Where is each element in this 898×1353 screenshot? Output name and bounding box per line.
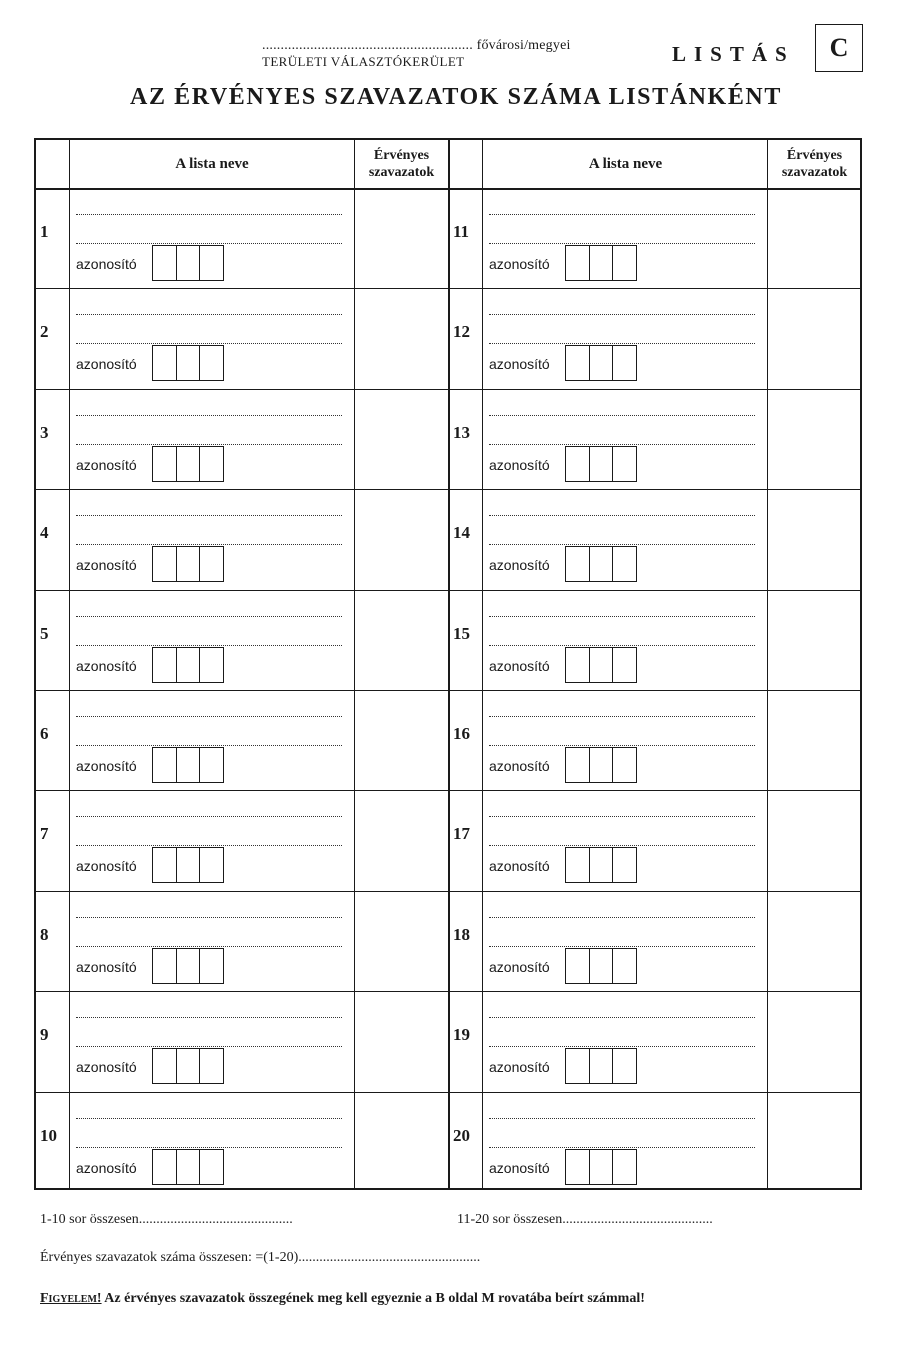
- list-name-line[interactable]: [76, 444, 342, 445]
- list-name-line[interactable]: [489, 214, 755, 215]
- valid-votes-cell[interactable]: [768, 1092, 860, 1192]
- list-name-line[interactable]: [76, 544, 342, 545]
- id-label: azonosító: [76, 256, 137, 272]
- id-box[interactable]: [152, 546, 224, 582]
- col-header-votes-left: [355, 140, 448, 188]
- row-number: 11: [453, 222, 470, 241]
- col-divider: [69, 140, 70, 1188]
- id-digit-cell[interactable]: [153, 1150, 177, 1184]
- list-name-line[interactable]: [489, 845, 755, 846]
- valid-votes-cell[interactable]: [355, 991, 447, 1091]
- row-number: 14: [453, 523, 470, 543]
- col-header-votes-right-l1: Érvényes: [786, 148, 843, 163]
- id-label: azonosító: [76, 657, 137, 674]
- id-digit-cell[interactable]: [590, 1150, 614, 1184]
- sum-rows-1-10: 1-10 sor összesen............................................: [40, 1212, 293, 1227]
- id-box[interactable]: [565, 847, 637, 883]
- listas-label: LISTÁS: [672, 42, 795, 66]
- id-box[interactable]: [152, 1048, 224, 1084]
- id-digit-cell[interactable]: [153, 748, 177, 782]
- id-label: azonosító: [489, 356, 550, 373]
- valid-votes-cell[interactable]: [355, 489, 447, 589]
- row-divider: [36, 790, 860, 791]
- row-number: 10: [40, 1125, 57, 1145]
- id-digit-cell[interactable]: [590, 1049, 614, 1083]
- id-label: azonosító: [489, 557, 550, 574]
- id-box[interactable]: [152, 245, 224, 281]
- list-name-line[interactable]: [76, 616, 342, 617]
- list-name-line[interactable]: [76, 1046, 342, 1047]
- valid-votes-cell[interactable]: [355, 389, 447, 489]
- col-header-votes-left-l2: szavazatok: [368, 165, 435, 180]
- id-digit-cell[interactable]: [566, 848, 590, 882]
- list-name-line[interactable]: [76, 645, 342, 646]
- row-number: 1: [40, 222, 49, 241]
- id-digit-cell[interactable]: [566, 1049, 590, 1083]
- list-name-line[interactable]: [489, 946, 755, 947]
- valid-votes-cell[interactable]: [768, 790, 860, 890]
- id-digit-cell[interactable]: [613, 346, 636, 380]
- id-box[interactable]: [565, 647, 637, 683]
- id-digit-cell[interactable]: [200, 748, 223, 782]
- id-box[interactable]: [152, 948, 224, 984]
- id-digit-cell[interactable]: [590, 447, 614, 481]
- row-divider: [36, 590, 860, 591]
- valid-votes-cell[interactable]: [355, 1092, 447, 1192]
- id-digit-cell[interactable]: [590, 547, 614, 581]
- row-number: 5: [40, 623, 49, 643]
- sum-rows-11-20: 11-20 sor összesen...........................................: [457, 1212, 713, 1227]
- id-label: azonosító: [489, 958, 550, 975]
- valid-votes-cell[interactable]: [355, 690, 447, 790]
- list-name-line[interactable]: [489, 1046, 755, 1047]
- id-digit-cell[interactable]: [177, 346, 201, 380]
- list-name-line[interactable]: [76, 917, 342, 918]
- col-header-votes-right: [769, 140, 860, 188]
- row-number: 8: [40, 924, 49, 944]
- col-header-votes-left-l1: Érvényes: [373, 148, 430, 163]
- id-digit-cell[interactable]: [200, 1049, 223, 1083]
- id-digit-cell[interactable]: [153, 246, 177, 280]
- id-label: azonosító: [76, 958, 137, 975]
- row-divider: [36, 288, 860, 289]
- valid-votes-cell[interactable]: [768, 590, 860, 690]
- valid-votes-cell[interactable]: [768, 288, 860, 388]
- row-divider: [36, 389, 860, 390]
- list-name-line[interactable]: [489, 716, 755, 717]
- id-digit-cell[interactable]: [153, 346, 177, 380]
- id-digit-cell[interactable]: [153, 848, 177, 882]
- row-number: 18: [453, 924, 470, 944]
- list-name-line[interactable]: [76, 515, 342, 516]
- list-name-line[interactable]: [489, 1118, 755, 1119]
- row-divider: [36, 891, 860, 892]
- valid-votes-cell[interactable]: [768, 188, 860, 288]
- id-digit-cell[interactable]: [200, 447, 223, 481]
- page-title: AZ ÉRVÉNYES SZAVAZATOK SZÁMA LISTÁNKÉNT: [130, 84, 782, 110]
- list-name-line[interactable]: [489, 745, 755, 746]
- col-divider: [448, 140, 450, 1188]
- id-digit-cell[interactable]: [153, 547, 177, 581]
- valid-votes-cell[interactable]: [768, 389, 860, 489]
- list-name-line[interactable]: [76, 845, 342, 846]
- id-label: azonosító: [489, 758, 550, 774]
- id-box[interactable]: [152, 747, 224, 783]
- valid-votes-cell[interactable]: [355, 590, 447, 690]
- id-label: azonosító: [76, 1159, 137, 1176]
- id-digit-cell[interactable]: [590, 949, 614, 983]
- id-digit-cell[interactable]: [566, 748, 590, 782]
- list-name-line[interactable]: [76, 816, 342, 817]
- id-digit-cell[interactable]: [177, 949, 201, 983]
- id-digit-cell[interactable]: [613, 447, 636, 481]
- id-digit-cell[interactable]: [590, 748, 614, 782]
- id-label: azonosító: [489, 1059, 550, 1076]
- id-digit-cell[interactable]: [200, 1150, 223, 1184]
- total-valid-votes: Érvényes szavazatok száma összesen: =(1-20)....................................................: [40, 1250, 481, 1265]
- list-name-line[interactable]: [489, 343, 755, 344]
- valid-votes-cell[interactable]: [355, 790, 447, 890]
- row-number: 9: [40, 1025, 49, 1045]
- id-digit-cell[interactable]: [566, 246, 590, 280]
- col-header-list-name-left: A lista neve: [175, 155, 249, 172]
- list-name-line[interactable]: [76, 343, 342, 344]
- row-divider: [36, 690, 860, 691]
- id-digit-cell[interactable]: [613, 246, 636, 280]
- id-digit-cell[interactable]: [566, 447, 590, 481]
- list-name-line[interactable]: [76, 314, 342, 315]
- id-label: azonosító: [76, 858, 137, 875]
- id-digit-cell[interactable]: [590, 346, 614, 380]
- row-number: 4: [40, 523, 49, 543]
- list-name-line[interactable]: [76, 946, 342, 947]
- row-number: 19: [453, 1025, 470, 1045]
- id-label: azonosító: [76, 1059, 137, 1076]
- list-name-line[interactable]: [489, 515, 755, 516]
- id-digit-cell[interactable]: [177, 848, 201, 882]
- id-box[interactable]: [565, 948, 637, 984]
- id-box[interactable]: [565, 345, 637, 381]
- id-label: azonosító: [489, 657, 550, 674]
- valid-votes-cell[interactable]: [355, 288, 447, 388]
- id-box[interactable]: [565, 446, 637, 482]
- id-label: azonosító: [76, 557, 137, 574]
- id-box[interactable]: [565, 1048, 637, 1084]
- id-digit-cell[interactable]: [177, 748, 201, 782]
- id-box[interactable]: [565, 546, 637, 582]
- id-digit-cell[interactable]: [177, 648, 201, 682]
- id-digit-cell[interactable]: [613, 648, 636, 682]
- id-digit-cell[interactable]: [177, 246, 201, 280]
- list-name-line[interactable]: [76, 214, 342, 215]
- col-divider: [482, 140, 483, 1188]
- id-digit-cell[interactable]: [613, 547, 636, 581]
- warning-text: Az érvényes szavazatok összegének meg kell egyeznie a B oldal M rovatába beírt számmal!: [101, 1291, 645, 1306]
- id-box[interactable]: [565, 245, 637, 281]
- id-digit-cell[interactable]: [566, 346, 590, 380]
- list-name-line[interactable]: [489, 645, 755, 646]
- valid-votes-cell[interactable]: [768, 690, 860, 790]
- id-box[interactable]: [152, 647, 224, 683]
- valid-votes-cell[interactable]: [768, 489, 860, 589]
- id-box[interactable]: [152, 1149, 224, 1185]
- id-box[interactable]: [565, 1149, 637, 1185]
- row-number: 13: [453, 422, 470, 442]
- row-number: 15: [453, 623, 470, 643]
- list-name-line[interactable]: [76, 1147, 342, 1148]
- list-name-line[interactable]: [489, 1147, 755, 1148]
- warning-prefix: Figyelem!: [40, 1291, 102, 1306]
- list-name-line[interactable]: [489, 415, 755, 416]
- district-line: ......................................................... fővárosi/megyei: [262, 38, 571, 53]
- col-header-votes-right-l2: szavazatok: [781, 165, 848, 180]
- list-name-line[interactable]: [76, 716, 342, 717]
- id-digit-cell[interactable]: [153, 447, 177, 481]
- row-number: 6: [40, 724, 49, 743]
- valid-votes-cell[interactable]: [768, 991, 860, 1091]
- id-label: azonosító: [76, 456, 137, 473]
- id-digit-cell[interactable]: [566, 949, 590, 983]
- warning-note: [40, 1291, 645, 1307]
- id-box[interactable]: [565, 747, 637, 783]
- list-name-line[interactable]: [489, 917, 755, 918]
- list-name-line[interactable]: [489, 444, 755, 445]
- id-digit-cell[interactable]: [153, 1049, 177, 1083]
- row-number: 20: [453, 1125, 470, 1145]
- id-digit-cell[interactable]: [177, 1150, 201, 1184]
- list-name-line[interactable]: [489, 314, 755, 315]
- list-name-line[interactable]: [76, 243, 342, 244]
- id-digit-cell[interactable]: [177, 547, 201, 581]
- id-digit-cell[interactable]: [177, 447, 201, 481]
- id-label: azonosító: [489, 256, 550, 272]
- valid-votes-cell[interactable]: [768, 891, 860, 991]
- row-number: 12: [453, 322, 470, 342]
- district-header: [262, 38, 662, 70]
- page-letter-box: C: [815, 24, 863, 72]
- list-name-line[interactable]: [489, 816, 755, 817]
- row-number: 17: [453, 824, 470, 844]
- id-digit-cell[interactable]: [613, 949, 636, 983]
- id-digit-cell[interactable]: [613, 1150, 636, 1184]
- district-label: TERÜLETI VÁLASZTÓKERÜLET: [262, 54, 465, 69]
- id-digit-cell[interactable]: [200, 648, 223, 682]
- id-digit-cell[interactable]: [200, 949, 223, 983]
- id-box[interactable]: [152, 847, 224, 883]
- id-label: azonosító: [489, 858, 550, 875]
- id-box[interactable]: [152, 446, 224, 482]
- id-digit-cell[interactable]: [200, 246, 223, 280]
- id-digit-cell[interactable]: [200, 848, 223, 882]
- id-label: azonosító: [489, 1159, 550, 1176]
- id-digit-cell[interactable]: [590, 848, 614, 882]
- list-name-line[interactable]: [489, 616, 755, 617]
- row-number: 7: [40, 824, 49, 844]
- id-digit-cell[interactable]: [590, 648, 614, 682]
- row-number: 3: [40, 422, 49, 442]
- id-digit-cell[interactable]: [153, 949, 177, 983]
- id-digit-cell[interactable]: [613, 748, 636, 782]
- id-label: azonosító: [489, 456, 550, 473]
- id-digit-cell[interactable]: [153, 648, 177, 682]
- list-name-line[interactable]: [76, 1118, 342, 1119]
- id-digit-cell[interactable]: [590, 246, 614, 280]
- id-box[interactable]: [152, 345, 224, 381]
- id-digit-cell[interactable]: [200, 346, 223, 380]
- row-divider: [36, 1092, 860, 1093]
- id-label: azonosító: [76, 758, 137, 774]
- id-digit-cell[interactable]: [177, 1049, 201, 1083]
- list-name-line[interactable]: [489, 243, 755, 244]
- list-name-line[interactable]: [489, 1017, 755, 1018]
- list-name-line[interactable]: [76, 745, 342, 746]
- id-digit-cell[interactable]: [566, 1150, 590, 1184]
- id-digit-cell[interactable]: [613, 1049, 636, 1083]
- id-digit-cell[interactable]: [613, 848, 636, 882]
- col-header-list-name-right: A lista neve: [588, 155, 663, 172]
- valid-votes-cell[interactable]: [355, 891, 447, 991]
- id-digit-cell[interactable]: [200, 547, 223, 581]
- list-name-line[interactable]: [489, 544, 755, 545]
- row-divider: [36, 991, 860, 992]
- row-number: 16: [453, 724, 470, 743]
- votes-table: [34, 138, 862, 1190]
- list-name-line[interactable]: [76, 415, 342, 416]
- row-number: 2: [40, 322, 49, 342]
- id-digit-cell[interactable]: [566, 648, 590, 682]
- row-divider: [36, 489, 860, 490]
- list-name-line[interactable]: [76, 1017, 342, 1018]
- valid-votes-cell[interactable]: [355, 188, 447, 288]
- id-label: azonosító: [76, 356, 137, 373]
- id-digit-cell[interactable]: [566, 547, 590, 581]
